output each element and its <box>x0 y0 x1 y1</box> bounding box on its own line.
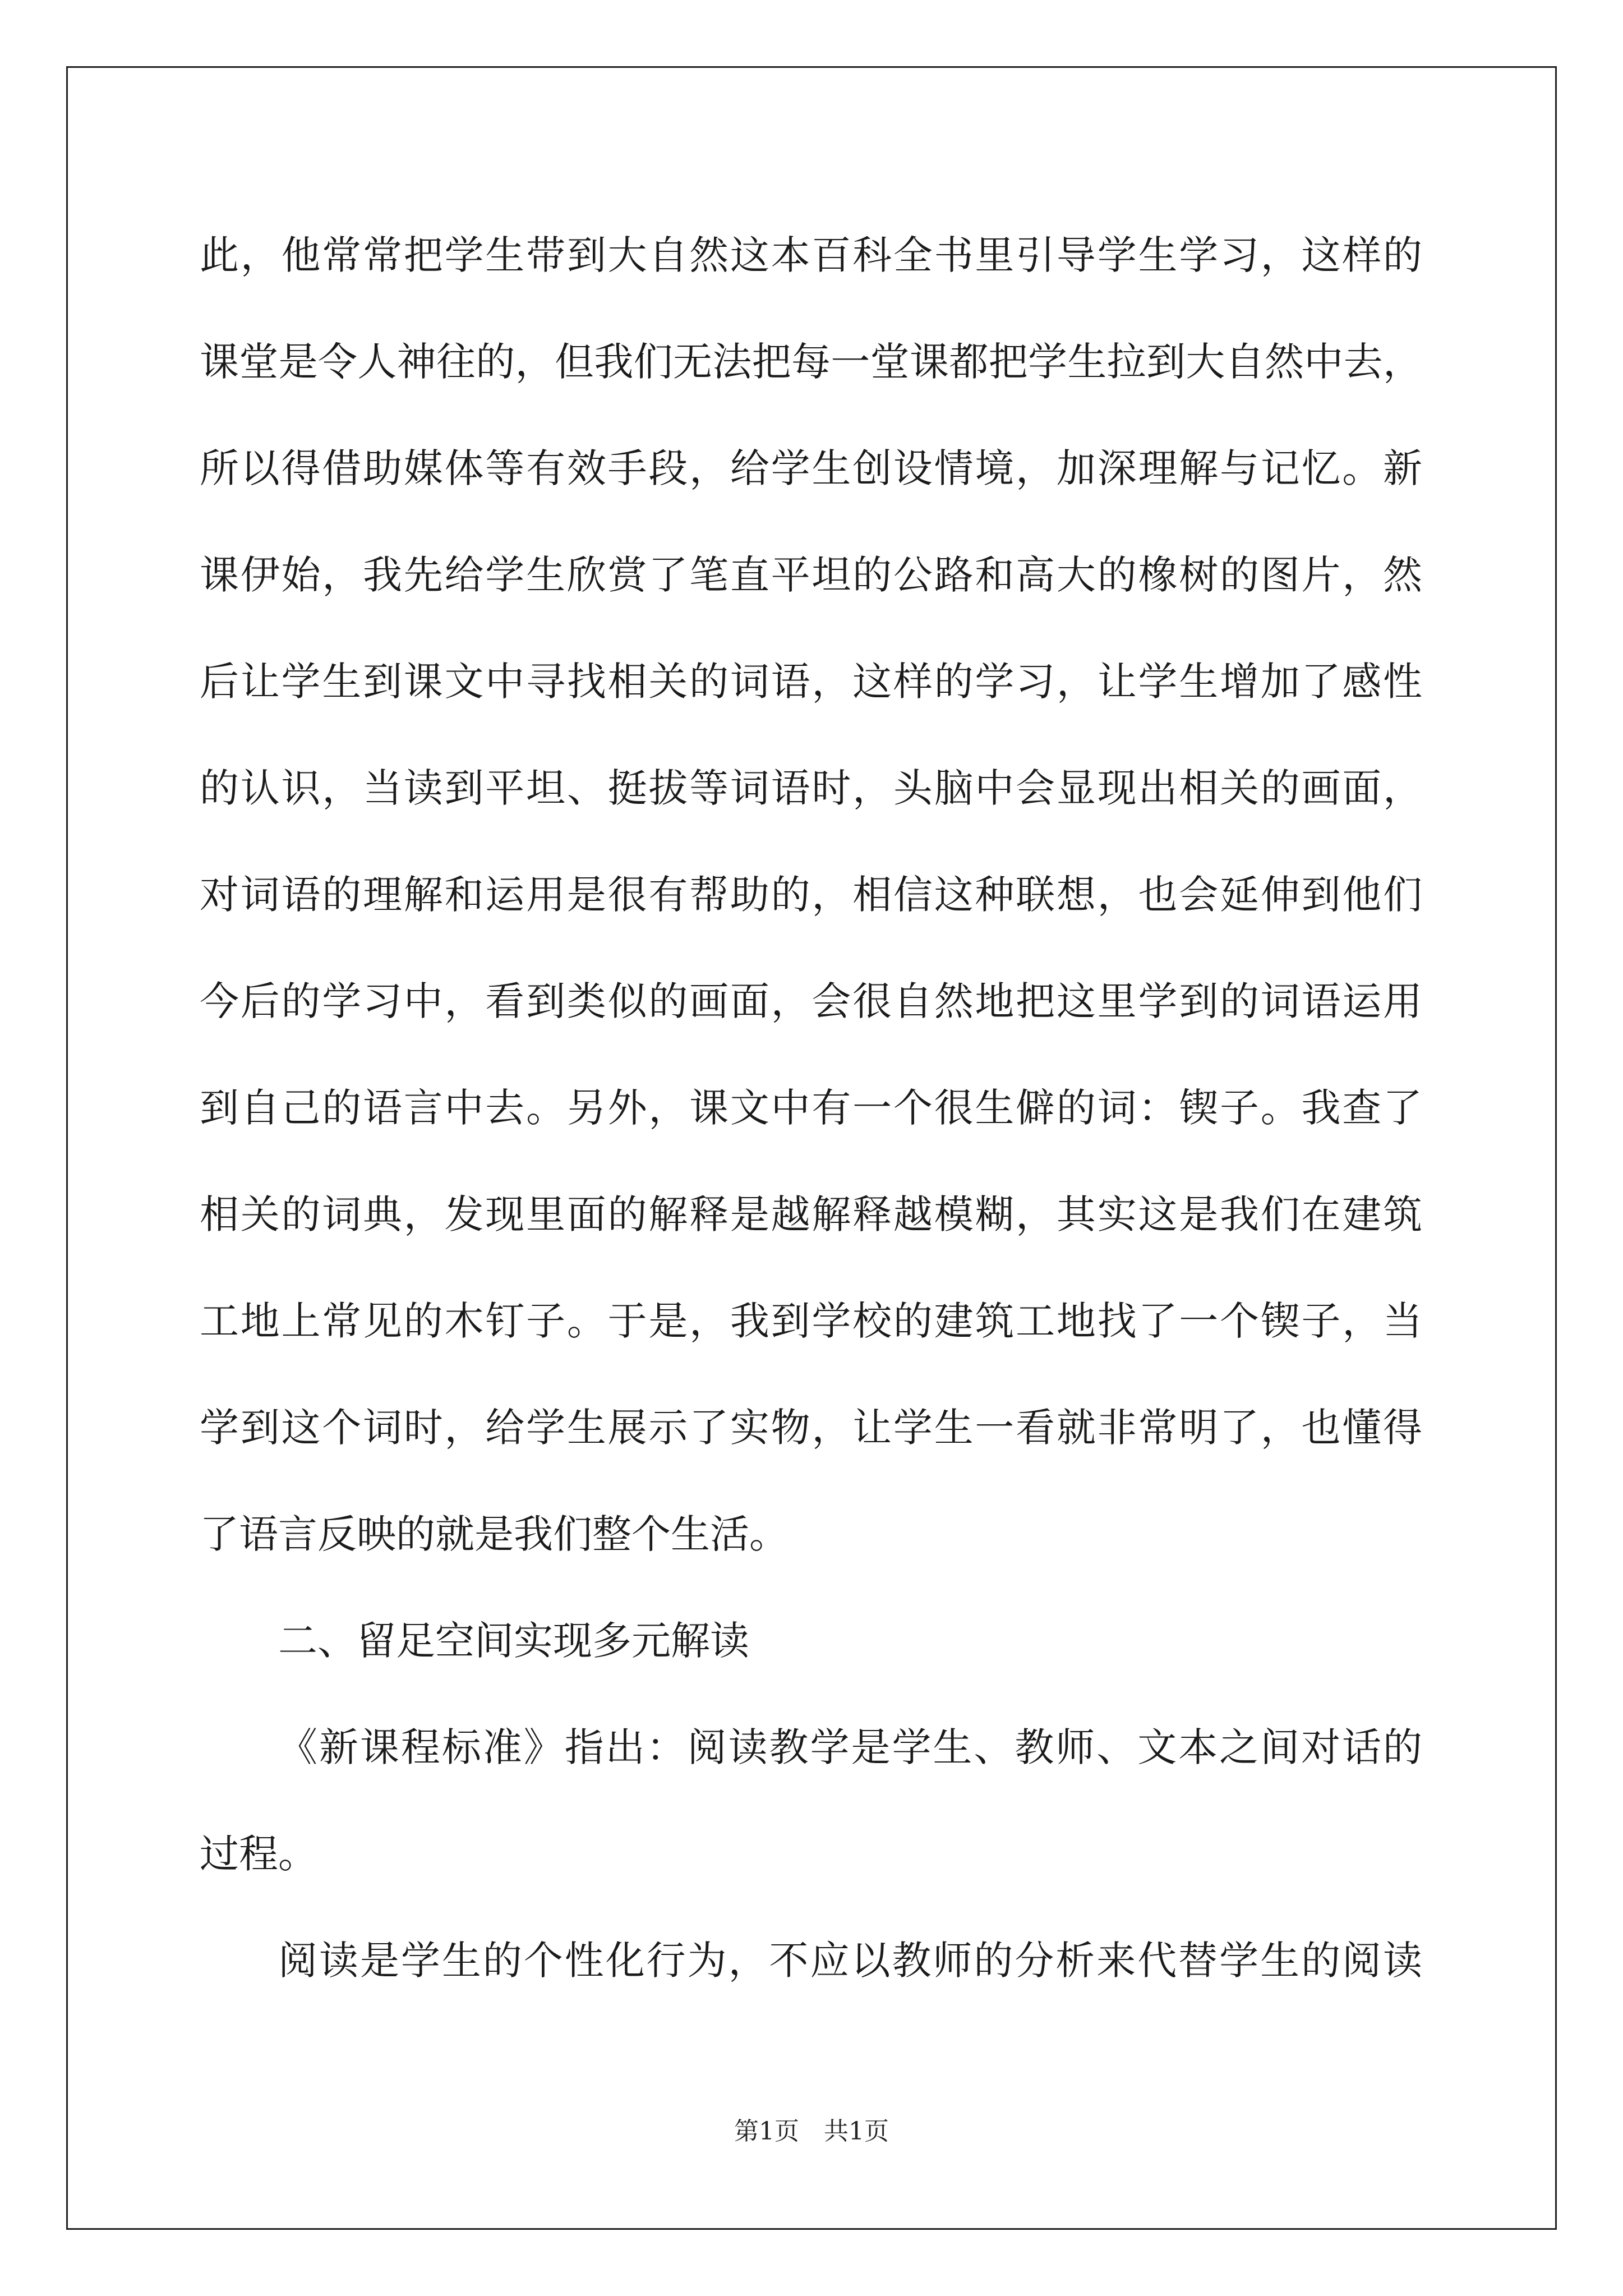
text-line: 的认识，当读到平坦、挺拔等词语时，头脑中会显现出相关的画面， <box>200 765 1422 811</box>
text-line: 课堂是令人神往的，但我们无法把每一堂课都把学生拉到大自然中去， <box>200 339 1422 385</box>
text-line: 阅读是学生的个性化行为，不应以教师的分析来代替学生的阅读 <box>278 1938 1422 1984</box>
text-line: 过程。 <box>200 1831 317 1877</box>
paragraph <box>200 202 1422 1588</box>
text-line: 今后的学习中，看到类似的画面，会很自然地把这里学到的词语运用 <box>200 978 1422 1024</box>
text-line: 课伊始，我先给学生欣赏了笔直平坦的公路和高大的橡树的图片，然 <box>200 552 1422 598</box>
text-line: 后让学生到课文中寻找相关的词语，这样的学习，让学生增加了感性 <box>200 659 1422 705</box>
text-line: 此，他常常把学生带到大自然这本百科全书里引导学生学习，这样的 <box>200 232 1422 278</box>
text-line: 工地上常见的木钉子。于是，我到学校的建筑工地找了一个锲子，当 <box>200 1298 1422 1344</box>
paragraph <box>200 1907 1422 2014</box>
text-line: 相关的词典，发现里面的解释是越解释越模糊，其实这是我们在建筑 <box>200 1191 1422 1237</box>
text-line: 对词语的理解和运用是很有帮助的，相信这种联想，也会延伸到他们 <box>200 872 1422 918</box>
text-line: 到自己的语言中去。另外，课文中有一个很生僻的词：锲子。我查了 <box>200 1085 1422 1131</box>
text-line: 了语言反映的就是我们整个生活。 <box>200 1511 789 1557</box>
paragraph <box>200 1694 1422 1907</box>
text-line: 《新课程标准》指出：阅读教学是学生、教师、文本之间对话的 <box>278 1724 1422 1770</box>
text-line: 学到这个词时，给学生展示了实物，让学生一看就非常明了，也懂得 <box>200 1405 1422 1451</box>
text-line: 所以得借助媒体等有效手段，给学生创设情境，加深理解与记忆。新 <box>200 445 1422 491</box>
document-body <box>200 202 1422 2014</box>
page-number: 第1页 共1页 <box>734 2117 889 2146</box>
section-heading: 二、留足空间实现多元解读 <box>278 1618 749 1664</box>
